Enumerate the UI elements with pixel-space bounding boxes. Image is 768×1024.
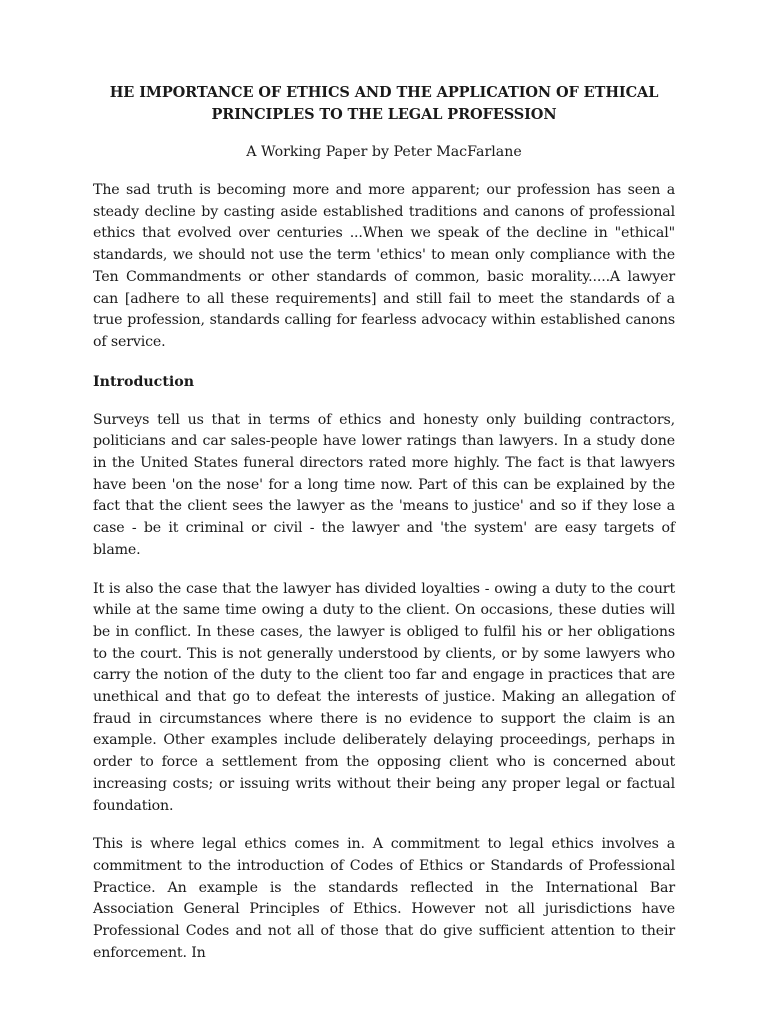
body-paragraph-1: Surveys tell us that in terms of ethics and honesty only building contractors, politicians and car sales-people have lower ratings than lawyers. In a study done in the United States funeral directors rated more highly. The fact is that lawyers have been 'on the nose' for a long time now. Part of this can be explained by the fact that the client sees the lawyer as the 'means to justice' and so if they lose a case - be it criminal or civil - the lawyer and 'the system' are easy targets of blame.	[93, 411, 675, 558]
body-paragraph-2: It is also the case that the lawyer has divided loyalties - owing a duty to the court while at the same time owing a duty to the client. On occasions, these duties will be in conflict. In these cases, the lawyer is obliged to fulfil his or her obligations to the court. This is not generally understood by clients, or by some lawyers who carry the notion of the duty to the client too far and engage in practices that are unethical and that go to defeat the interests of justice. Making an allegation of fraud in circumstances where there is no evidence to support the claim is an example. Other examples include deliberately delaying proceedings, perhaps in order to force a settlement from the opposing client who is concerned about increasing costs; or issuing writs without their being any proper legal or factual foundation.	[93, 580, 675, 814]
opening-quote-paragraph: The sad truth is becoming more and more apparent; our profession has seen a steady decline by casting aside established traditions and canons of professional ethics that evolved over centuries ...When we speak of the decline in "ethical" standards, we should not use the term 'ethics' to mean only compliance with the Ten Commandments or other standards of common, basic morality.....A lawyer can [adhere to all these requirements] and still fail to meet the standards of a true profession, standards calling for fearless advocacy within established canons of service.	[93, 182, 675, 350]
document-title: HE IMPORTANCE OF ETHICS AND THE APPLICATION OF ETHICAL PRINCIPLES TO THE LEGAL PROFESSION	[109, 84, 659, 123]
body-paragraph-3: This is where legal ethics comes in. A commitment to legal ethics involves a commitment to the introduction of Codes of Ethics or Standards of Professional Practice. An example is the standards reflected in the International Bar Association General Principles of Ethics. However not all jurisdictions have Professional Codes and not all of those that do give sufficient attention to their enforcement. In	[93, 836, 675, 961]
document-byline: A Working Paper by Peter MacFarlane	[246, 144, 522, 160]
document-page	[93, 82, 675, 965]
section-heading-introduction: Introduction	[93, 373, 195, 390]
